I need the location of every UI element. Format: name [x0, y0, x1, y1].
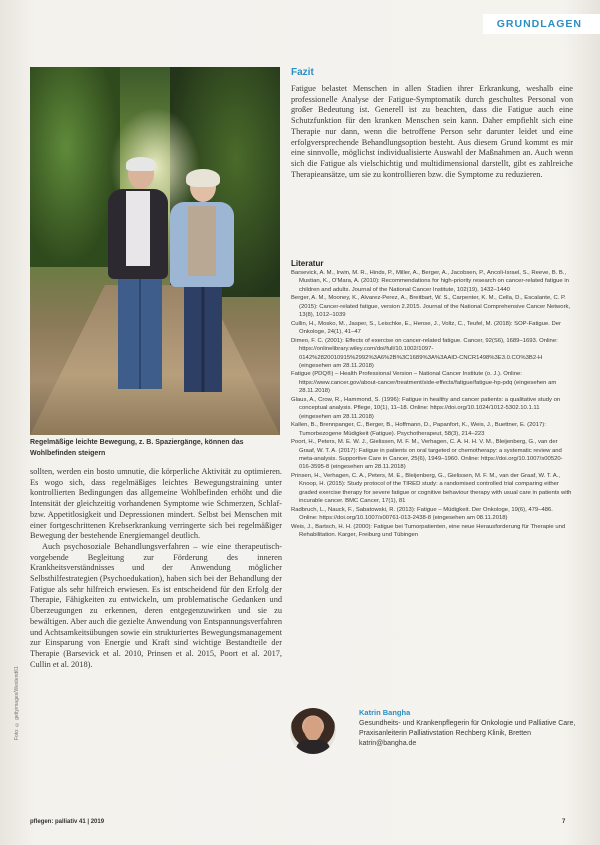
author-box: [290, 708, 580, 768]
fazit-heading: Fazit: [291, 67, 314, 78]
reference-item: Cullin, H., Mosko, M., Jasper, S., Leischke, E., Hense, J., Voltz, C., Teufel, M. (2018): SOP-Fatigue. Der Onkologe, 24(1), 41–47: [291, 320, 561, 336]
reference-item: Prinsen, H., Verhagen, C. A., Peters, M. E., Bleijenberg, G., Gielissen, M. F. M., van der Graaf, W. T. A., Knoop, H. (2015): Study protocol of the TIRED study: a randomised controlled trial comparing either graded exercise therapy for severe fatigue or cognitive behaviour therapy with usual care in patients with incurable cancer. BMC Cancer, 17(1), 81: [291, 472, 572, 505]
photo-man: [108, 159, 176, 399]
reference-item: Poort, H., Peters, M. E. W. J., Gielissen, M. F. M., Verhagen, C. A. H. H. V. M., Bleijenberg, G., van der Graaf, W. T. A. (2017): Fatigue in patients on oral targeted or chemotherapy: a systematic review and meta-analysis. Supportive Care in Cancer, 25(6), 1949–1960. Online: https://doi.org/10.1007/s00520-016-3595-8 (eingesehen am 28.11.2018): [291, 439, 563, 471]
photo-caption: Regelmäßige leichte Bewegung, z. B. Spaziergänge, können das Wohlbefinden steigern: [30, 439, 244, 457]
author-role: [359, 719, 579, 749]
reference-item: Fatigue (PDQ®) – Health Professional Version – National Cancer Institute (o. J.). Online: https://www.cancer.gov/about-cancer/treatment/side-effects/fatigue/fatigue-hp-pdq (eingesehen am 28.11.2018): [291, 371, 557, 395]
author-name: Katrin Bangha: [359, 708, 411, 717]
footer-journal: pflegen: palliativ 41 | 2019: [30, 819, 105, 825]
photo-credit: Foto: © gettyimages/Westend61: [14, 666, 20, 740]
author-email[interactable]: katrin@bangha.de: [359, 740, 417, 747]
author-avatar: [290, 708, 336, 754]
fazit-text: Fatigue belastet Menschen in allen Stadien ihrer Erkrankung, weshalb eine professionelle Analyse der Fatigue-Symptomatik durch geschultes Personal von großer Bedeutung ist. Generell ist zu beachten, dass die Fatigue auch eine Schutzfunktion für den kranken Menschen sein kann. Daher empfiehlt sich eine Therapie nur dann, wenn die betroffene Person sehr darunter leidet und eine erfolgversprechende Behandlungsoption besteht. Aus diesem Grund kommt es mir eine sinnvolle, möglichst individualisierte Auswahl der Maßnahmen an. Auch wenn sich die Fatigue als vielschichtig und multidimensional darstellt, gibt es zahlreiche Therapieansätze, um sie zu kontrollieren bzw. die Symptome zu reduzieren.: [291, 84, 573, 179]
article-photo: [30, 67, 280, 435]
reference-item: Weis, J., Bartsch, H. H. (2000): Fatigue bei Tumorpatienten, eine neue Herausforderung für Therapie und Rehabilitation. Karger, Freiburg und Tübingen: [291, 523, 566, 539]
page-number: 7: [562, 819, 566, 825]
reference-item: Glaus, A., Crow, R., Hammond, S. (1996): Fatigue in healthy and cancer patients: a qualitative study on conceptual analysis. Pflege, 10(1), 11–18. Online: https://doi.org/10.1024/1012-5302.10.1.11 (eingesehen am 28.11.2018): [291, 396, 561, 420]
reference-item: Radbruch, L., Nauck, F., Sabatowski, R. (2013): Fatigue – Müdigkeit. Der Onkologe, 19(6), 479–486. Online: https://doi.org/10.1007/s00761-013-2438-8 (eingesehen am 08.11.2018): [291, 506, 553, 522]
left-column-text: [30, 467, 282, 670]
reference-item: Dimeo, F. C. (2001): Effects of exercise on cancer-related fatigue. Cancer, 92(S6), 1689–1693. Online: https://onlinelibrary.wiley.com/doi/full/10.1002/1097-0142%2820010915%2992%3A6%2B%3C1689%3A%3AAID-CNCR1498%3E3.0.CO%3B2-H (eingesehen am 28.11.2018): [291, 337, 558, 369]
paragraph: sollten, werden ein bosto umnutie, die körperliche Aktivität zu optimieren. Es wogo sich, dass regelmäßiges leichtes Bewegungstraining unter kontrollierten Bedingungen das allgemeine Wohlbefinden erhöht und die Intensität der gleichzeitig vorhandenen Symptome wie Schmerzen, Schlaf- bzw. Appetitlosigkeit und Depressionen mindert. Selbst bei Menschen mit einer fortgeschrittenen Krebserkrankung verringerte sich bei regelmäßiger Bewegung der bestehende Energiemangel deutlich.: [30, 467, 282, 541]
reference-item: Berger, A. M., Mooney, K., Alvarez-Perez, A., Breitbart, W. S., Carpenter, K. M., Cella, D., Escalante, C. P. (2015): Cancer-related fatigue, version 2.2015. Journal of the National Comprehensive Cancer Network, 13(8), 1012–1039: [291, 295, 571, 319]
literature-heading: Literatur: [291, 259, 324, 268]
reference-item: Kallen, B., Brennpanger, C., Berger, B., Hoffmann, D., Papanfort, K., Weis, J., Buettner, E. (2017): Tumorbezogene Müdigkeit (Fatigue). Psychotherapeut, 58(3), 214–223: [291, 422, 546, 437]
section-tag: GRUNDLAGEN: [483, 14, 600, 34]
reference-item: Barsevick, A. M., Irwin, M. R., Hinds, P., Miller, A., Berger, A., Jacobsen, P., Ancoli-Israel, S., Reeve, B. B., Mustian, K., O'Mara, A. (2010): Recommendations for high-priority research on cancer-related fatigue in children and adults. Journal of the National Cancer Institute, 102(19), 1432–1440: [291, 270, 569, 293]
literature-list: [291, 269, 573, 540]
photo-woman: [170, 172, 236, 397]
paragraph: Auch psychosoziale Behandlungsverfahren – wie eine therapeutisch-vorgebende Begleitung zur Förderung des inneren Krankheitsverständnisses und der Anwendung möglicher Selbsthilfestrategien (Psychoedukation), haben sich bei der Behandlung der Fatigue als sehr hilfreich erwiesen. Es ist entscheidend für den Erfolg der Therapie, Fähigkeiten zu entwickeln, um problematische Gedanken und Überzeugungen zu erkennen, deren entgegenzuwirken und sie zu bewältigen. Aber auch die gezielte Anwendung von Entspannungsverfahren und Achtsamkeitsübungen sowie ein strukturiertes Bewegungsmanagement zur Einsparung von Energie und Kraft sind wichtige Bestandteile der Therapie (Barsevick et al. 2010, Prinsen et al. 2015, Poort et al. 2017, Cullin et al. 2018).: [30, 541, 282, 669]
author-role-text: Gesundheits- und Krankenpflegerin für Onkologie und Palliative Care, Praxisanleiterin Palliativstation Rechberg Klinik, Bretten: [359, 720, 576, 737]
